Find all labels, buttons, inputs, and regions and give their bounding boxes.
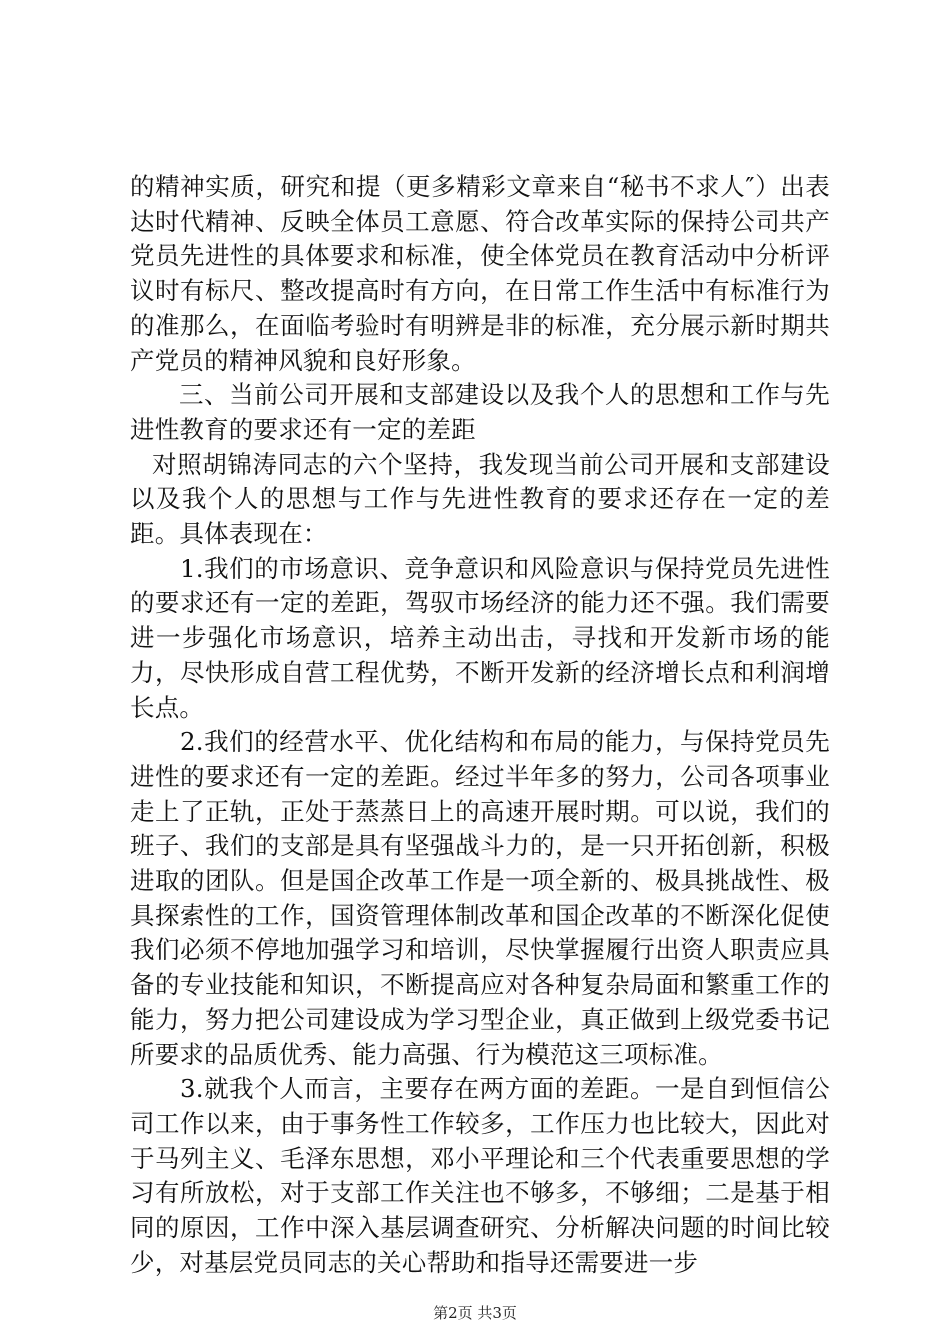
page-footer: 第2页 共3页 xyxy=(433,1304,517,1322)
paragraph-item-3: 3.就我个人而言，主要存在两方面的差距。一是自到恒信公司工作以来，由于事务性工作较多，工作压力也比较大，因此对于马列主义、毛泽东思想，邓小平理论和三个代表重要思想的学习有所放松，对于支部工作关注也不够多，不够细；二是基于相同的原因，工作中深入基层调查研究、分析解决问题的时间比较少，对基层党员同志的关心帮助和指导还需要进一步 xyxy=(130,1074,830,1277)
section-heading: 三、当前公司开展和支部建设以及我个人的思想和工作与先进性教育的要求还有一定的差距 xyxy=(130,380,830,444)
paragraph-item-2: 2.我们的经营水平、优化结构和布局的能力，与保持党员先进性的要求还有一定的差距。经过半年多的努力，公司各项事业走上了正轨，正处于蒸蒸日上的高速开展时期。可以说，我们的班子、我们的支部是具有坚强战斗力的，是一只开拓创新，积极进取的团队。但是国企改革工作是一项全新的、极具挑战性、极具探索性的工作，国资管理体制改革和国企改革的不断深化促使我们必须不停地加强学习和培训，尽快掌握履行出资人职责应具备的专业技能和知识，不断提高应对各种复杂局面和繁重工作的能力，努力把公司建设成为学习型企业，真正做到上级党委书记所要求的品质优秀、能力高强、行为模范这三项标准。 xyxy=(130,727,830,1069)
document-body xyxy=(130,170,830,1281)
paragraph-intro: 对照胡锦涛同志的六个坚持，我发现当前公司开展和支部建设以及我个人的思想与工作与先进性教育的要求还存在一定的差距。具体表现在： xyxy=(130,449,830,549)
paragraph-continuation: 的精神实质，研究和提（更多精彩文章来自“秘书不求人″）出表达时代精神、反映全体员工意愿、符合改革实际的保持公司共产党员先进性的具体要求和标准，使全体党员在教育活动中分析评议时有标尺、整改提高时有方向，在日常工作生活中有标准行为的准那么，在面临考验时有明辨是非的标准，充分展示新时期共产党员的精神风貌和良好形象。 xyxy=(130,172,830,375)
paragraph-item-1: 1.我们的市场意识、竞争意识和风险意识与保持党员先进性的要求还有一定的差距，驾驭市场经济的能力还不强。我们需要进一步强化市场意识，培养主动出击，寻找和开发新市场的能力，尽快形成自营工程优势，不断开发新的经济增长点和利润增长点。 xyxy=(130,553,830,722)
